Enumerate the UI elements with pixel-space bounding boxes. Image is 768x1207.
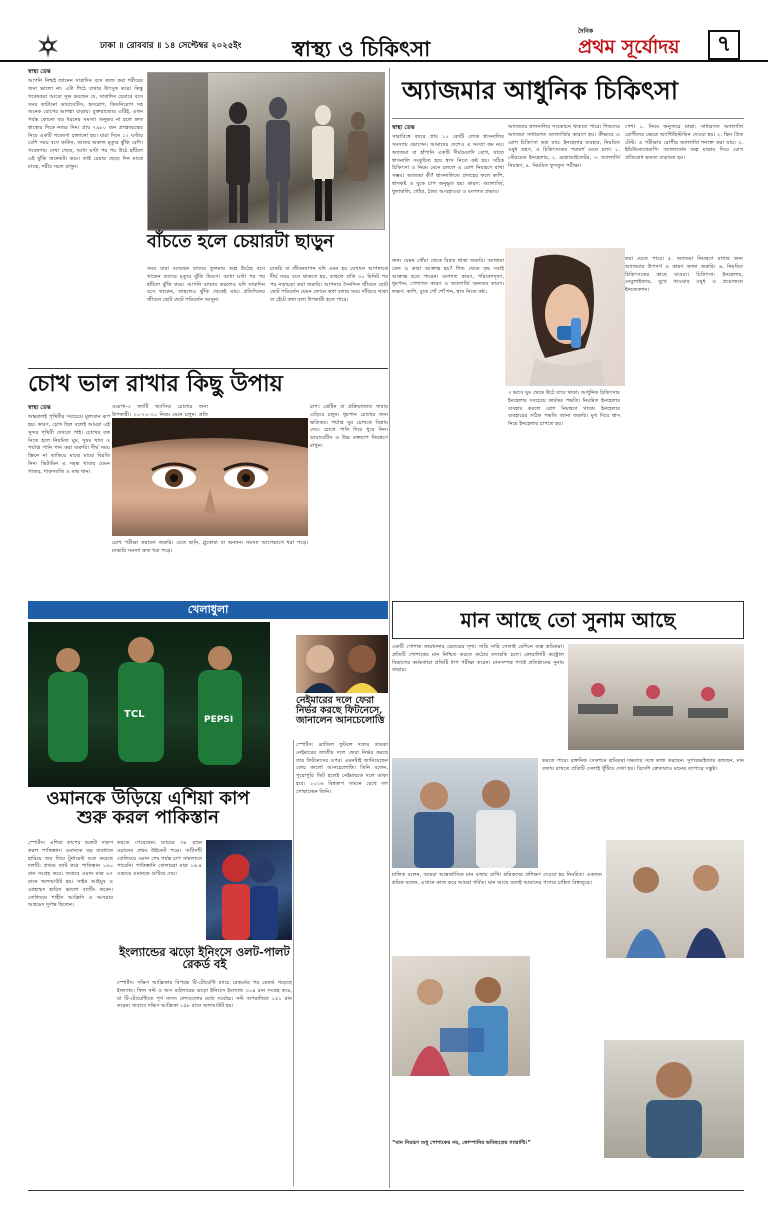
svg-text:TCL: TCL <box>124 709 145 720</box>
paper-small-name: দৈনিক <box>578 28 594 35</box>
factory-floor-photo <box>568 644 744 750</box>
textile-quote: “মান নিয়ন্ত্রণ শুধু পোশাকের নয়, কোম্পানির ভবিষ্যতের গ্যারান্টি।” <box>392 1140 531 1146</box>
location-date: ঢাকা ॥ রোববার ॥ ১৪ সেপ্টেম্বর ২০২৫ইং <box>100 41 242 51</box>
office-photo <box>147 72 385 230</box>
svg-text:PEPSI: PEPSI <box>204 715 234 725</box>
eyes-desk: স্বাস্থ্য ডেস্ক <box>28 405 51 411</box>
pakistan-story-col2: করতে পেরেছেন। ম্যাচের ৩৮ রানে ওমানের প্রথম উইকেট পড়ে। আঁটসাঁট বোলিংয়ে ওমান শেষ পর্যন্ত চাপ সামলাতে পারেনি। পাকিস্তানি বোলাররা মাত্র ১৬.৪ ওভারে ওমানকে গুটিয়ে দেয়। <box>117 840 202 878</box>
chair-story-col1 <box>28 68 143 368</box>
asthma-col1 <box>392 124 504 254</box>
textile-col3: মালিক বলেন, আমরা আন্তর্জাতিক মান বজায় রাখি। শ্রমিকদের প্রশিক্ষণ দেওয়া হয় নিয়মিত। একজন শ্রমিক বলেন, এখানে কাজ করে আমরা গর্বিত। মান আছে বলেই আমাদের পণ্যের চাহিদা বিশ্বজুড়ে। <box>392 872 602 886</box>
ancelotti-neymar-photo <box>296 635 388 693</box>
textile-col2: করতে পারে। রক্তনিক সেকশনে শ্রমিকরা দক্ষতার সঙ্গে কাজ করছেন। সুপারভাইজার বলছেন, মান বজায় রাখতে প্রতিটি সেলাই খুঁটিয়ে দেখা হয়। বিদেশি ক্রেতারাও মানের ব্যাপারে সন্তুষ্ট। <box>542 758 744 772</box>
england-story: স্পোর্টস: দক্ষিণ আফ্রিকার বিপক্ষে টি-টোয়েন্টি ম্যাচে রেকর্ডের পর রেকর্ড গড়েছে ইংল্যান্ড। ফিল সল্ট ও জস বাটলারের ঝড়ো ইনিংসে ইংল্যান্ড ৩০৪ রান সংগ্রহ করে, যা টি-টোয়েন্টিতে পূর্ণ সদস্য দেশগুলোর মধ্যে সর্বোচ্চ। সল্ট অপরাজিত ১৪১ রান করেন। জবাবে দক্ষিণ আফ্রিকা ১৫৮ রানে অলআউট হয়। <box>117 980 292 1010</box>
eyes-headline: চোখ ভাল রাখার কিছু উপায় <box>28 371 283 397</box>
asthma-body-col2: অ্যাজমার শ্বাসনালির সংকোচন থাকতে পারে। শিশুদের অ্যাজমা সাধারণত অ্যালার্জির কারণে হয়। কীভাবে এ রোগ চিকিৎসা করা যায়: ইনহেলার ব্যবহার, নিয়মিত ওষুধ গ্রহণ, ও চিকিৎসকের পরামর্শ মেনে চলা। ১. স্টেরয়েড ইনহেলার, ২. ব্রঙ্কোডাইলেটর, ৩. অ্যালার্জি নিয়ন্ত্রণ, ৪. নিয়মিত ফুসফুস পরীক্ষা। <box>508 124 620 169</box>
asthma-lower-col2: ৩ ভাবে ঘুম থেকে উঠে যাবে থাকা। আধুনিক চিকিৎসায় ইনহেলার সবচেয়ে কার্যকর পদ্ধতি। নিয়মিত ইনহেলার ব্যবহার করলে রোগ নিয়ন্ত্রণে থাকে। ইনহেলার ব্যবহারের সঠিক পদ্ধতি জানা জরুরি। মুখ দিয়ে শ্বাস নিয়ে ইনহেলার চাপতে হয়। <box>508 390 620 428</box>
pakistan-story-col1: স্পোর্টস: এশিয়া কাপের শুরুটা দারুণ করল পাকিস্তান। ওমানকে বড় ব্যবধানে হারিয়ে জয় দিয়ে টুর্নামেন্ট শুরু করেছে দলটি। প্রথমে ব্যাট করে পাকিস্তান ১৬০ রান সংগ্রহ করে। জবাবে ওমান মাত্র ৬৭ রানে অলআউট হয়। সাইম আইয়ুব ও মোহাম্মদ হারিস ভালো ব্যাটিং করেন। বোলিংয়ে শাহীন আফ্রিদি ও আবরার আহমেদ দুর্দান্ত ছিলেন। <box>28 840 113 909</box>
sports-banner <box>28 601 388 619</box>
sports-banner-label: খেলাধুলা <box>187 603 229 616</box>
two-men-photo <box>392 758 538 868</box>
ornament-icon <box>36 34 60 58</box>
eyes-top-rule <box>28 368 388 369</box>
eyes-body-bottom: চোখ পরীক্ষা করানো জরুরি। এতে ছানি, গ্লুকোমা বা অন্যান্য সমস্যা আগেভাগে ধরা পড়ে। মাঝারি সমস্যা দ্রুত ধরা পড়ে। <box>112 540 308 554</box>
asthma-body-col3: পেশা ১. নিয়ম অনুসারে মাত্রা: সাধারণত অ্যালার্জি রোগীদের ক্ষেত্রে অ্যান্টিহিস্টামিন দেওয়া হয়। ২. স্কিন প্রিক টেস্ট: এ পরীক্ষায় রোগীর অ্যালার্জি শনাক্ত করা যায়। ৩. ইমিউনোথেরাপি: অ্যালার্জেন অল্প মাত্রায় দিয়ে রোগ প্রতিরোধ ক্ষমতা বাড়ানো হয়। <box>625 124 743 162</box>
column-divider-sports <box>293 740 294 1186</box>
chair-desk: স্বাস্থ্য ডেস্ক <box>28 69 51 75</box>
pakistan-team-photo <box>28 622 270 787</box>
england-players-photo <box>206 840 292 940</box>
worker-portrait-photo <box>604 1040 744 1158</box>
textile-headline: মান আছে তো সুনাম আছে <box>460 608 676 632</box>
eyes-col1 <box>28 404 110 594</box>
eyes-body-col1: অন্তরালই পৃথিবীর সবচেয়ে মূল্যবান রূপ হয়। কারণ, চোখ ছিল বলেই আমরা এই সুন্দর পৃথিবী দেখতে পাই। চোখের যত্ন নিতে হলে নিয়মিত ঘুম, সুষম খাদ্য ও পর্যাপ্ত পানি পান করা জরুরি। দীর্ঘ সময় স্ক্রিনে না তাকিয়ে মাঝে মাঝে বিরতি নিন। ভিটামিন এ সমৃদ্ধ খাবার যেমন গাজর, শাকসবজি ও মাছ খান। <box>28 414 110 475</box>
textile-col1: একটি পোশাক কারখানার ভেতরের দৃশ্য। সারি সারি সেলাই মেশিনে ব্যস্ত শ্রমিকরা। প্রতিটি পোশাকের মান নিশ্চিত করতে কঠোর তদারকি চলে। কোয়ালিটি কন্ট্রোল বিভাগের কর্মকর্তারা প্রতিটি ধাপ পরীক্ষা করেন। মানসম্পন্ন পণ্যই প্রতিষ্ঠানের সুনাম বাড়ায়। <box>392 644 564 674</box>
asthma-lower-col1: জন্য যেমন ধোঁয়া থেকে বিরত থাকা জরুরি। অ্যাজমা কেন ও কারা আক্রান্ত হয়? শিশু থেকে বৃদ্ধ সবাই আক্রান্ত হতে পারেন। বংশগত কারণ, পরিবেশদূষণ, ধূমপান, পেশাগত কারণ ও অ্যালার্জি অন্যতম কারণ। লক্ষণ: কাশি, বুকে শোঁ শোঁ শব্দ, শ্বাস নিতে কষ্ট। <box>392 258 504 296</box>
women-workers-photo <box>606 840 744 958</box>
pakistan-headline: ওমানকে উড়িয়ে এশিয়া কাপ শুরু করল পাকিস্তান <box>46 788 250 828</box>
asthma-body-col1: সারাবিশ্বে বছরে প্রায় ১০ কোটি লোক শ্বাসনালির সমস্যায় ভোগেন। আমাদের দেশেও এ সংখ্যা কম নয়। অ্যাজমা বা হাঁপানি একটি দীর্ঘমেয়াদি রোগ, যাতে শ্বাসনালি সংকুচিত হয়ে শ্বাস নিতে কষ্ট হয়। সঠিক চিকিৎসা ও নিয়ম মেনে চললে এ রোগ নিয়ন্ত্রণে রাখা সম্ভব। অ্যাজমা কী? শ্বাসনালিতে প্রদাহের ফলে কাশি, শ্বাসকষ্ট ও বুকে চাপ অনুভূত হয়। কারণ: অ্যালার্জি, ধুলাবালি, ধোঁয়া, ঠান্ডা আবহাওয়া ও বংশগত প্রভাব। <box>392 134 504 195</box>
asthma-desk: স্বাস্থ্য ডেস্ক <box>392 125 415 131</box>
chair-headline: বাঁচতে হলে চেয়ারটা ছাড়ুন <box>147 232 334 252</box>
page-bottom-rule <box>28 1190 744 1191</box>
paper-name: প্রথম সূর্যোদয় <box>578 36 680 58</box>
textile-headline-box <box>392 601 744 639</box>
neymar-headline: নেইমারের দলে ফেরা নির্ভর করছে ফিটনেসে, জানালেন আনচেলোত্তি <box>296 695 385 726</box>
column-divider-left <box>389 68 390 1188</box>
section-title: স্বাস্থ্য ও চিকিৎসা <box>292 36 431 61</box>
eyes-body-col3: চাপ। ত্রেটিন বা প্রক্রিয়াজাত খাবার এড়িয়ে চলুন। ধূমপান চোখের জন্য ক্ষতিকর। পর্যাপ্ত ঘুম চোখকে বিশ্রাম দেয়। চোখে পানি দিয়ে ধুয়ে নিন। ডায়াবেটিস ও উচ্চ রক্তচাপ নিয়ন্ত্রণে রাখুন। <box>310 404 388 449</box>
eyes-body-col2: ওমেগা-৩ ফ্যাটি অ্যাসিড চোখের জন্য উপকারী। ২০-২০-২০ নিয়ম মেনে চলুন: প্রতি ২০ মিনিটে ২০ ফুট দূরে ২০ সেকেন্ড তাকান। সানগ্লাস ব্যবহার করুন। চোখ ঘষবেন না। নিয়মিত চোখ পরীক্ষা করান। <box>112 404 208 442</box>
asthma-headline: অ্যাজমার আধুনিক চিকিৎসা <box>402 76 678 105</box>
page-number: ৭ <box>708 30 740 60</box>
chair-body-col1: আপনি নিশ্চই জানেন সারাদিন বসে কাজ করা শরীরের জন্য ভালো না। এটা শিঠে ব্যথার উৎসুক করে। কিন্তু গবেষকরা আরো সুক্ষ করছেন যে, সারাদিন চেয়ারে বসে সময় কাটানো ডায়াবেটিস, হৃদরোগ, কিডনিরোগ সহ অনেক রোগের আশঙ্কা বাড়ায়। যুক্তরাজ্যের এটিই, এখন পর্যন্ত কোনো বড় ধরনের সমস্যা অনুভব না হলে দ্রুত স্বাস্থ্যের দিকে নজর দিন। প্রায় ৭৯৮০ জন প্রাপ্তবয়স্কের নিয়ে একটি গবেষণা চালানো হয়। যারা দিনে ১২ ঘণ্টার বেশি সময় বসে কাটান, তাদের অকাল মৃত্যুর ঝুঁকি বেশি। গবেষণায় দেখা গেছে, আধা ঘণ্টা পর পর উঠে হাঁটলে এই ঝুঁকি অনেকটা কমে। তাই চেয়ার ছেড়ে দিন মাঝে মাঝে, শরীর সচল রাখুন। <box>28 78 143 170</box>
chair-body-col3: চাকরি বা জীবনযাপন যদি এমন হয় যেখানে আপনাকে দীর্ঘ সময় বসে থাকতে হয়, তাহলে প্রতি ৩০ মিনিট পর পর নড়াচড়া করা জরুরি। আপনার দৈনন্দিন জীবনে ছোট ছোট পরিবর্তন যেমন ফোনে কথা বলার সময় দাঁড়িয়ে থাকা বা হেঁটে কথা বলা উপকারী হতে পারে। <box>270 266 388 304</box>
england-headline: ইংল্যান্ডের ঝড়ো ইনিংসে ওলট-পালট রেকর্ড বই <box>119 945 290 972</box>
chair-body-col2: সময় যারা বসেছেন তাদের তুলনায় অল্প উঠেছ বসে থাকেন তাদের মৃত্যুর ঝুঁকি দ্বিগুণ। আধা ঘণ্টা পর পর হাঁটলে ঝুঁকি কমে। আপনি ব্যায়াম করলেও যদি সারাদিন বসে থাকেন, তাহলেও ঝুঁকি থেকেই যায়। প্রতিদিনের জীবনে ছোট ছোট পরিবর্তন আনুন। <box>147 266 265 304</box>
asthma-lower-col3: করা যেতে পারে। ৫. অ্যাজমা নিয়ন্ত্রণে রাখার জন্য অ্যাজমার উপসর্গ ও কারণ জানা জরুরি। ৬. নিয়মিত চিকিৎসকের কাছে যাওয়া। চিকিৎসা: ইনহেলার, নেবুলাইজার, মুখে খাওয়ার ওষুধ ও প্রয়োজনে ইনজেকশন। <box>625 256 743 294</box>
masthead <box>0 0 768 62</box>
neymar-story: স্পোর্টস: ব্রাজিল ফুটবল দলের তারকা নেইমারের জাতীয় দলে ফেরা নির্ভর করছে তার ফিটনেসের ওপর। এমনটাই জানিয়েছেন কোচ কার্লো আনচেলোত্তি। তিনি বলেন, পুরোপুরি ফিট হলেই নেইমারকে দলে ডাকা হবে। ২০২৬ বিশ্বকাপ সামনে রেখে দল গোছাচ্ছেন তিনি। <box>296 742 388 795</box>
inhaler-photo <box>505 248 625 386</box>
fabric-inspect-photo <box>392 956 530 1076</box>
asthma-rule <box>392 118 744 119</box>
